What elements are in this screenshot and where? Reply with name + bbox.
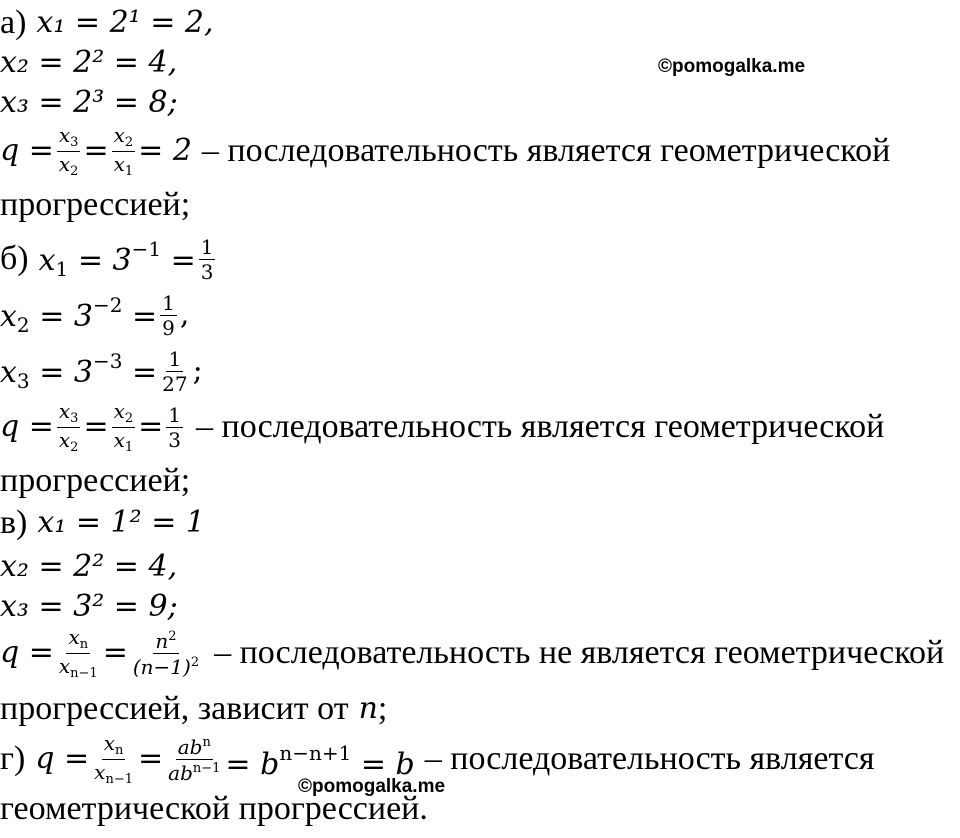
part-b-line-3: $x_3 = 3^{-3}$ = $\frac{1}{27}$ ;	[0, 346, 203, 396]
fraction-x3-over-x2: $\frac{x_3}{x_2}$	[58, 122, 79, 179]
part-a-ratio-line: q = $\frac{x_3}{x_2}$ = $\frac{x_2}{x_1}$ = 2 – последовательность является геометрической	[0, 122, 891, 179]
part-c-tail: прогрессией, зависит от n ;	[0, 690, 388, 727]
part-c-conclusion: – последовательность не является геометрической	[214, 634, 945, 671]
ratio-q-symbol: q =	[0, 133, 54, 168]
part-c-ratio-line: q = $\frac{x_n}{x_{n-1}}$ = $\frac{n^2}{(n-1)^2}$ – последовательность не является геометрической	[0, 624, 945, 681]
part-b-tail: прогрессией;	[0, 462, 191, 499]
part-b-line-2: $x_2 = 3^{-2}$ = $\frac{1}{9}$ ,	[0, 290, 190, 340]
fraction-one-twentyseventh: $\frac{1}{27}$	[162, 346, 188, 396]
part-a-label: а)	[0, 4, 27, 41]
part-a-x1: x₁ = 2¹ = 2,	[36, 5, 214, 40]
part-d-tail: геометрической прогрессией.	[0, 790, 428, 827]
part-a-x3: x₃ = 2³ = 8;	[0, 85, 178, 120]
watermark-top: ©pomogalka.me	[658, 56, 806, 77]
part-d-conclusion: – последовательность является	[424, 740, 875, 777]
part-b-line-1: б) $x_1 = 3^{-1}$ = $\frac{1}{3}$	[0, 230, 218, 288]
part-c-label: в)	[0, 504, 28, 541]
watermark-bottom: ©pomogalka.me	[298, 776, 446, 797]
part-c-line-1: в) x₁ = 1² = 1	[0, 494, 205, 552]
part-a-x2: x₂ = 2² = 4,	[0, 45, 178, 80]
part-a-tail: прогрессией;	[0, 186, 191, 223]
fraction-x2-over-x1: $\frac{x_2}{x_1}$	[113, 122, 134, 179]
part-d-label: г)	[0, 740, 26, 777]
fraction-one-ninth: $\frac{1}{9}$	[162, 290, 175, 340]
part-a-ratio-value: = 2	[138, 133, 192, 168]
part-b-conclusion: – последовательность является геометрической	[196, 408, 885, 445]
part-c-line-3: x₃ = 3² = 9;	[0, 589, 178, 624]
fraction-one-third: $\frac{1}{3}$	[200, 234, 214, 284]
part-c-line-2: x₂ = 2² = 4,	[0, 549, 178, 584]
part-b-label: б)	[0, 240, 29, 277]
part-d-ratio-line: г) q = $\frac{x_n}{x_{n-1}}$ = $\frac{ab^n}{ab^{n-1}}$ = $b^{n-n+1} = b$ – последовательность является	[0, 730, 875, 787]
part-b-ratio-line: q = $\frac{x_3}{x_2}$ = $\frac{x_2}{x_1}$ = $\frac{1}{3}$ – последовательность является геометрической	[0, 398, 885, 455]
part-a-conclusion: – последовательность является геометрической	[201, 132, 891, 169]
